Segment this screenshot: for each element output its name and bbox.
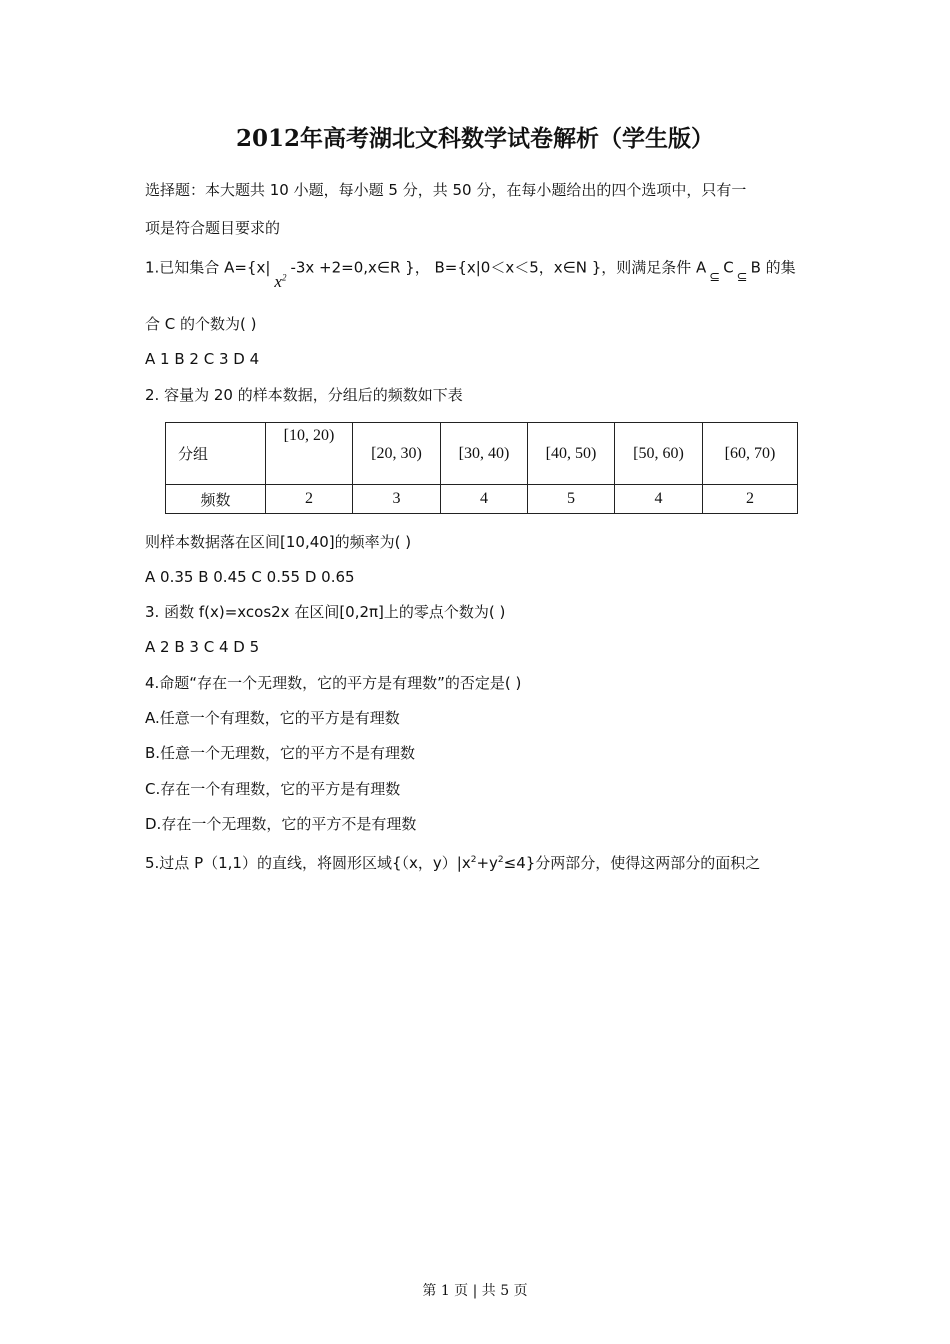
count-cell: 5 — [528, 485, 615, 514]
q1-subset-2: ⊆ — [736, 269, 748, 285]
count-cell: 3 — [353, 485, 441, 514]
q5-text-b: +y — [476, 854, 498, 872]
q5-exp-2: 2 — [497, 855, 504, 865]
q3-options: A 2 B 3 C 4 D 5 — [145, 638, 260, 656]
q1-x-squared — [274, 272, 286, 291]
count-cell: 2 — [703, 485, 798, 514]
question-5 — [145, 850, 760, 873]
q4-option-b: B.任意一个无理数，它的平方不是有理数 — [145, 744, 416, 762]
intro-line-2: 项是符合题目要求的 — [145, 219, 281, 237]
q1-c: C — [723, 258, 734, 277]
group-cell: [50, 60) — [615, 423, 703, 485]
q1-x: x — [274, 271, 282, 291]
q2-options: A 0.35 B 0.45 C 0.55 D 0.65 — [145, 568, 355, 586]
q4-option-c: C.存在一个有理数，它的平方是有理数 — [145, 780, 401, 798]
page-footer: 第 1 页 | 共 5 页 — [422, 1283, 528, 1299]
q1-line-2: 合 C 的个数为( ) — [145, 315, 257, 333]
group-cell: [40, 50) — [528, 423, 615, 485]
q1-text-d: B 的集 — [750, 258, 796, 277]
count-cell: 2 — [266, 485, 353, 514]
q5-exp-1: 2 — [470, 855, 477, 865]
question-2: 2. 容量为 20 的样本数据，分组后的频数如下表 — [145, 386, 463, 404]
intro-line-1: 选择题：本大题共 10 小题，每小题 5 分，共 50 分，在每小题给出的四个选项中，只有一 — [145, 181, 747, 199]
question-3: 3. 函数 f(x)=xcos2x 在区间[0,2π]上的零点个数为( ) — [145, 603, 506, 621]
question-4: 4.命题“存在一个无理数，它的平方是有理数”的否定是( ) — [145, 674, 522, 692]
question-1 — [145, 253, 796, 291]
q1-subset-1: ⊆ — [709, 269, 721, 285]
frequency-table — [165, 422, 798, 514]
group-cell: [60, 70) — [703, 423, 798, 485]
count-cell: 4 — [441, 485, 528, 514]
q1-exp: 2 — [281, 272, 287, 282]
q1-text-a: 1.已知集合 A={x| — [145, 258, 271, 277]
group-cell: [30, 40) — [441, 423, 528, 485]
row-label: 频数 — [166, 485, 266, 514]
page-title: 2012年高考湖北文科数学试卷解析（学生版） — [235, 125, 714, 152]
q1-options: A 1 B 2 C 3 D 4 — [145, 350, 260, 368]
group-cell: [20, 30) — [353, 423, 441, 485]
q4-option-a: A.任意一个有理数，它的平方是有理数 — [145, 709, 400, 727]
header-label: 分组 — [166, 423, 266, 485]
q5-text-a: 5.过点 P（1,1）的直线，将圆形区域{（x，y）|x — [145, 854, 471, 872]
group-cell: [10, 20) — [266, 423, 353, 485]
q4-option-d: D.存在一个无理数，它的平方不是有理数 — [145, 815, 417, 833]
count-cell: 4 — [615, 485, 703, 514]
q1-text-b: -3x +2=0,x∈R }， B={x|0＜x＜5，x∈N }，则满足条件 A — [290, 258, 707, 277]
q2-question: 则样本数据落在区间[10,40]的频率为( ) — [145, 533, 412, 551]
q5-text-c: ≤4}分两部分，使得这两部分的面积之 — [503, 854, 761, 872]
